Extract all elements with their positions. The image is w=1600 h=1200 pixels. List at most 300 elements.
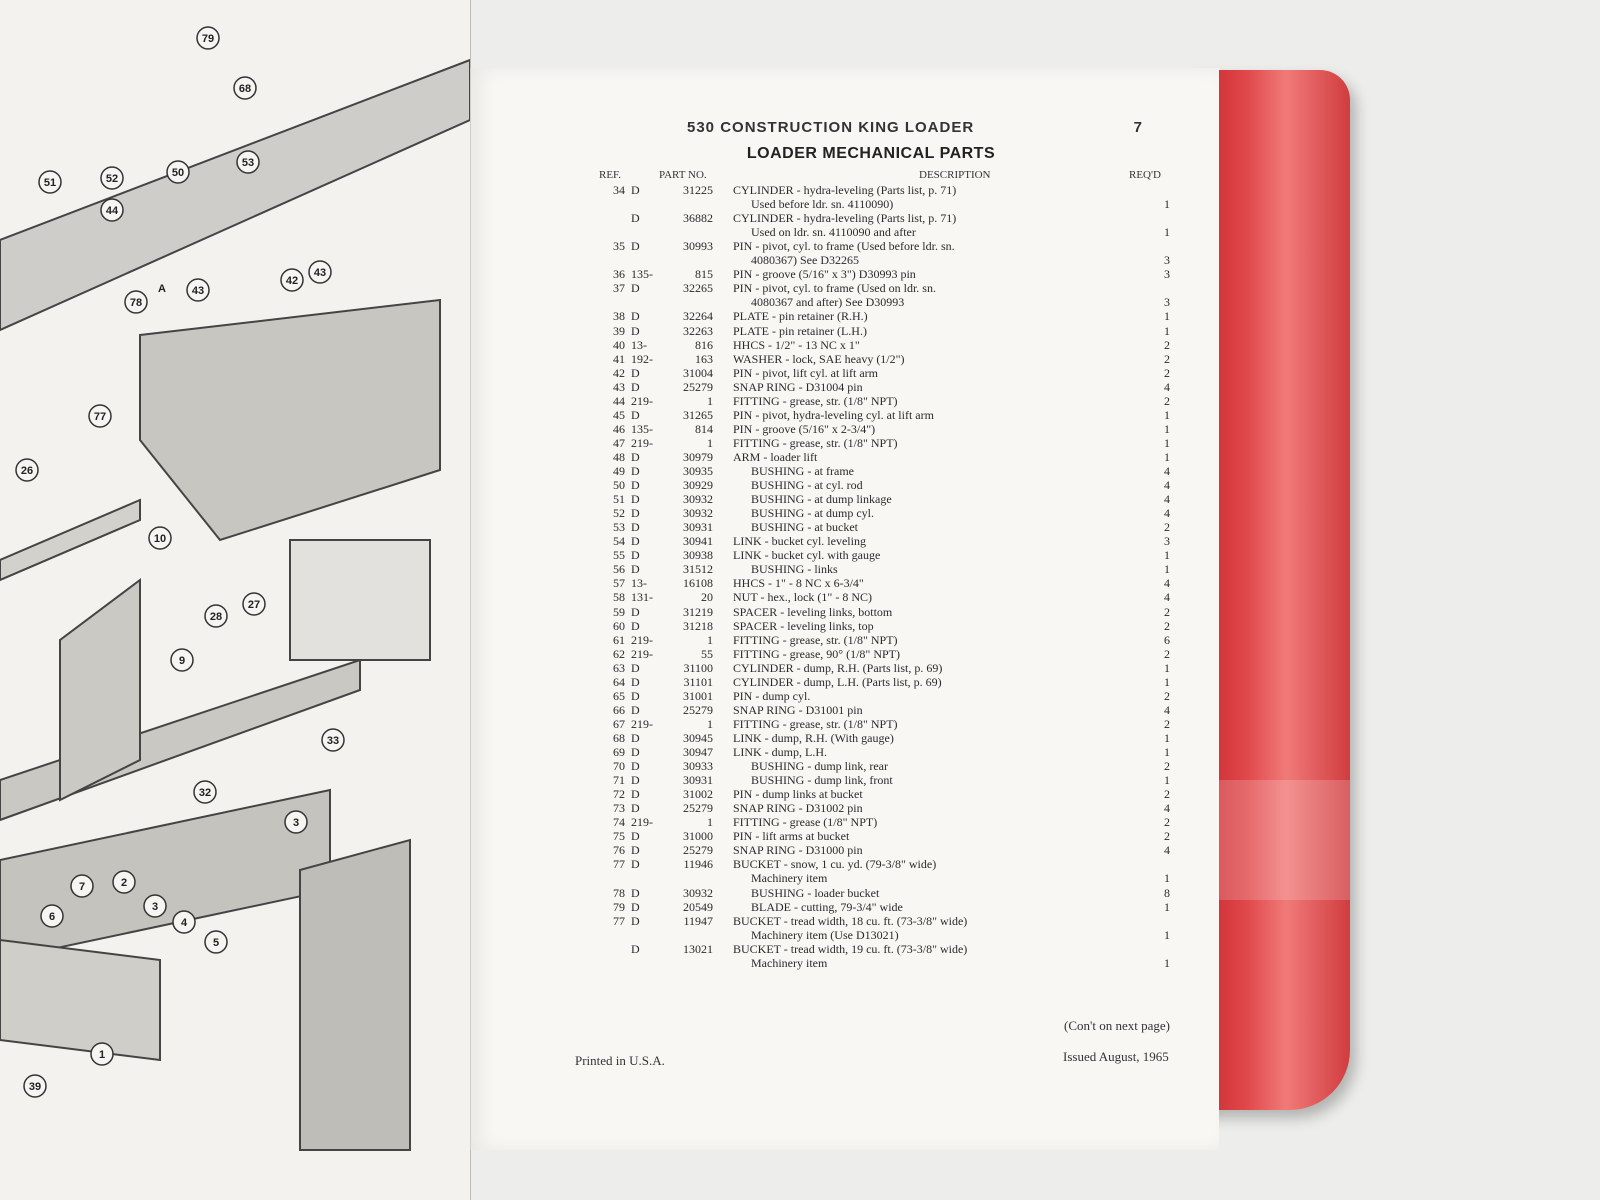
- description-cell: PIN - groove (5/16" x 2-3/4"): [733, 421, 876, 436]
- part-prefix-cell: D: [631, 885, 640, 900]
- callout-44: 44: [105, 205, 119, 217]
- table-row: [471, 900, 1219, 914]
- part-number-cell: 1: [707, 716, 713, 731]
- required-qty-cell: 4: [1164, 379, 1170, 394]
- table-row: [471, 197, 1219, 211]
- description-cell: FITTING - grease, str. (1/8" NPT): [733, 435, 898, 450]
- table-row: [471, 759, 1219, 773]
- description-cell: PIN - pivot, cyl. to frame (Used before ldr. sn.: [733, 239, 955, 254]
- required-qty-cell: 4: [1164, 576, 1170, 591]
- table-row: [471, 534, 1219, 548]
- callout-10: 10: [153, 533, 167, 545]
- callout-53: 53: [241, 157, 255, 169]
- part-number-cell: 30979: [683, 449, 713, 464]
- table-row: [471, 520, 1219, 534]
- ref-cell: 64: [613, 674, 625, 689]
- table-row: [471, 562, 1219, 576]
- part-number-cell: 30945: [683, 730, 713, 745]
- part-number-cell: 32264: [683, 309, 713, 324]
- ref-cell: 73: [613, 801, 625, 816]
- description-cell: SPACER - leveling links, top: [733, 618, 874, 633]
- table-row: [471, 380, 1219, 394]
- required-qty-cell: 2: [1164, 815, 1170, 830]
- required-qty-cell: 3: [1164, 267, 1170, 282]
- footer-issued: Issued August, 1965: [1063, 1049, 1169, 1064]
- part-prefix-cell: D: [631, 899, 640, 914]
- ref-cell: 56: [613, 562, 625, 577]
- table-row: [471, 633, 1219, 647]
- description-cell: PIN - pivot, cyl. to frame (Used on ldr. sn.: [733, 281, 936, 296]
- part-prefix-cell: D: [631, 449, 640, 464]
- description-cell: BUCKET - tread width, 18 cu. ft. (73-3/8" wide): [733, 913, 968, 928]
- table-row: [471, 267, 1219, 281]
- callout-9: 9: [178, 655, 186, 667]
- part-number-cell: 30932: [683, 492, 713, 507]
- table-row: [471, 703, 1219, 717]
- upright-frame: [300, 840, 410, 1150]
- required-qty-cell: 1: [1164, 421, 1170, 436]
- part-prefix-cell: 131-: [631, 590, 653, 605]
- description-cell: FITTING - grease (1/8" NPT): [733, 815, 878, 830]
- ref-cell: 51: [613, 492, 625, 507]
- part-prefix-cell: D: [631, 759, 640, 774]
- description-cell: BUSHING - at cyl. rod: [751, 478, 863, 493]
- table-row: [471, 450, 1219, 464]
- ref-cell: 40: [613, 337, 625, 352]
- part-number-cell: 31512: [683, 562, 713, 577]
- required-qty-cell: 1: [1164, 309, 1170, 324]
- table-row: [471, 886, 1219, 900]
- description-cell: BUSHING - loader bucket: [751, 885, 880, 900]
- table-row: [471, 675, 1219, 689]
- ref-cell: 38: [613, 309, 625, 324]
- table-row: [471, 619, 1219, 633]
- description-cell: FITTING - grease, str. (1/8" NPT): [733, 632, 898, 647]
- part-number-cell: 30929: [683, 478, 713, 493]
- ref-cell: 67: [613, 716, 625, 731]
- description-cell: LINK - dump, R.H. (With gauge): [733, 730, 894, 745]
- required-qty-cell: 1: [1164, 899, 1170, 914]
- part-number-cell: 31219: [683, 604, 713, 619]
- bucket-shape: [140, 300, 440, 540]
- description-cell: SNAP RING - D31004 pin: [733, 379, 863, 394]
- part-prefix-cell: D: [631, 183, 640, 197]
- part-number-cell: 30993: [683, 239, 713, 254]
- part-number-cell: 814: [695, 421, 713, 436]
- part-number-cell: 31000: [683, 829, 713, 844]
- table-row: [471, 928, 1219, 942]
- part-number-cell: 20: [701, 590, 713, 605]
- part-prefix-cell: 135-: [631, 267, 653, 282]
- part-number-cell: 36882: [683, 211, 713, 226]
- required-qty-cell: 8: [1164, 885, 1170, 900]
- table-row: [471, 464, 1219, 478]
- part-number-cell: 55: [701, 646, 713, 661]
- description-cell: 4080367) See D32265: [751, 253, 859, 268]
- part-prefix-cell: D: [631, 730, 640, 745]
- part-prefix-cell: D: [631, 239, 640, 254]
- description-cell: CYLINDER - dump, R.H. (Parts list, p. 69): [733, 660, 943, 675]
- required-qty-cell: 2: [1164, 716, 1170, 731]
- required-qty-cell: 1: [1164, 871, 1170, 886]
- part-prefix-cell: 192-: [631, 351, 653, 366]
- table-row: [471, 492, 1219, 506]
- required-qty-cell: 1: [1164, 435, 1170, 450]
- ref-cell: 62: [613, 646, 625, 661]
- required-qty-cell: 4: [1164, 506, 1170, 521]
- callout-43b: 43: [191, 285, 205, 297]
- required-qty-cell: 1: [1164, 225, 1170, 240]
- part-number-cell: 25279: [683, 843, 713, 858]
- required-qty-cell: 4: [1164, 843, 1170, 858]
- callout-52: 52: [105, 173, 119, 185]
- part-prefix-cell: D: [631, 913, 640, 928]
- required-qty-cell: 2: [1164, 787, 1170, 802]
- description-cell: PIN - dump links at bucket: [733, 787, 863, 802]
- part-number-cell: 31100: [683, 660, 713, 675]
- ref-cell: 46: [613, 421, 625, 436]
- table-row: [471, 914, 1219, 928]
- table-row: [471, 478, 1219, 492]
- description-cell: Machinery item: [751, 871, 828, 886]
- table-row: [471, 661, 1219, 675]
- required-qty-cell: 3: [1164, 534, 1170, 549]
- callout-5: 5: [212, 937, 220, 949]
- table-row: [471, 225, 1219, 239]
- table-row: [471, 309, 1219, 323]
- required-qty-cell: 4: [1164, 478, 1170, 493]
- callout-78: 78: [129, 297, 143, 309]
- required-qty-cell: 4: [1164, 464, 1170, 478]
- description-cell: PIN - pivot, hydra-leveling cyl. at lift arm: [733, 407, 934, 422]
- description-cell: 4080367 and after) See D30993: [751, 295, 905, 310]
- part-prefix-cell: D: [631, 211, 640, 226]
- description-cell: PLATE - pin retainer (R.H.): [733, 309, 868, 324]
- part-prefix-cell: D: [631, 492, 640, 507]
- ref-cell: 77: [613, 857, 625, 872]
- part-number-cell: 32263: [683, 323, 713, 338]
- table-row: [471, 295, 1219, 309]
- ref-cell: 69: [613, 745, 625, 759]
- part-prefix-cell: D: [631, 478, 640, 493]
- part-number-cell: 30931: [683, 520, 713, 535]
- required-qty-cell: 6: [1164, 632, 1170, 647]
- ref-cell: 70: [613, 759, 625, 774]
- ref-cell: 55: [613, 548, 625, 563]
- part-prefix-cell: 219-: [631, 646, 653, 661]
- table-row: [471, 253, 1219, 267]
- required-qty-cell: 1: [1164, 730, 1170, 745]
- table-row: [471, 857, 1219, 871]
- part-number-cell: 32265: [683, 281, 713, 296]
- table-row: [471, 871, 1219, 885]
- part-number-cell: 31218: [683, 618, 713, 633]
- column-header-description: DESCRIPTION: [919, 169, 991, 181]
- part-prefix-cell: 13-: [631, 337, 647, 352]
- left-page-exploded-diagram: [0, 0, 471, 1200]
- part-prefix-cell: D: [631, 941, 640, 956]
- description-cell: CYLINDER - hydra-leveling (Parts list, p. 71): [733, 183, 957, 197]
- description-cell: CYLINDER - hydra-leveling (Parts list, p. 71): [733, 211, 957, 226]
- description-cell: HHCS - 1/2" - 13 NC x 1": [733, 337, 860, 352]
- column-header-reqd: REQ'D: [1129, 169, 1161, 181]
- required-qty-cell: 2: [1164, 337, 1170, 352]
- required-qty-cell: 4: [1164, 801, 1170, 816]
- part-number-cell: 30932: [683, 506, 713, 521]
- description-cell: FITTING - grease, 90° (1/8" NPT): [733, 646, 900, 661]
- callout-79: 79: [201, 33, 215, 45]
- required-qty-cell: 1: [1164, 927, 1170, 942]
- ref-cell: 37: [613, 281, 625, 296]
- ref-cell: 47: [613, 435, 625, 450]
- description-cell: SNAP RING - D31002 pin: [733, 801, 863, 816]
- ref-cell: 76: [613, 843, 625, 858]
- ref-cell: 60: [613, 618, 625, 633]
- table-row: [471, 843, 1219, 857]
- table-row: [471, 366, 1219, 380]
- lift-arm-top: [0, 60, 470, 330]
- ref-cell: 66: [613, 702, 625, 717]
- callout-3: 3: [292, 817, 300, 829]
- footer-printed: Printed in U.S.A.: [575, 1053, 665, 1068]
- ref-cell: 42: [613, 365, 625, 380]
- page-title: LOADER MECHANICAL PARTS: [746, 145, 996, 162]
- required-qty-cell: 4: [1164, 492, 1170, 507]
- part-number-cell: 30932: [683, 885, 713, 900]
- ref-cell: 48: [613, 449, 625, 464]
- table-row: [471, 548, 1219, 562]
- callout-39: 39: [28, 1081, 42, 1093]
- ref-cell: 54: [613, 534, 625, 549]
- required-qty-cell: 2: [1164, 604, 1170, 619]
- part-prefix-cell: 219-: [631, 815, 653, 830]
- part-number-cell: 1: [707, 393, 713, 408]
- description-cell: SNAP RING - D31001 pin: [733, 702, 863, 717]
- part-prefix-cell: D: [631, 309, 640, 324]
- part-number-cell: 1: [707, 632, 713, 647]
- ref-cell: 57: [613, 576, 625, 591]
- ref-cell: 63: [613, 660, 625, 675]
- part-prefix-cell: D: [631, 534, 640, 549]
- ref-cell: 53: [613, 520, 625, 535]
- part-number-cell: 30931: [683, 773, 713, 788]
- required-qty-cell: 4: [1164, 702, 1170, 717]
- description-cell: FITTING - grease, str. (1/8" NPT): [733, 716, 898, 731]
- ref-cell: 74: [613, 815, 625, 830]
- description-cell: BUSHING - dump link, rear: [751, 759, 888, 774]
- part-number-cell: 30947: [683, 745, 713, 759]
- required-qty-cell: 4: [1164, 590, 1170, 605]
- part-prefix-cell: D: [631, 829, 640, 844]
- part-prefix-cell: D: [631, 702, 640, 717]
- part-number-cell: 31002: [683, 787, 713, 802]
- callout-77: 77: [93, 411, 107, 423]
- column-header-ref: REF.: [599, 169, 622, 181]
- part-number-cell: 11947: [683, 913, 713, 928]
- callout-6: 6: [48, 911, 56, 923]
- part-prefix-cell: D: [631, 787, 640, 802]
- ref-cell: 43: [613, 379, 625, 394]
- description-cell: LINK - bucket cyl. with gauge: [733, 548, 881, 563]
- description-cell: PIN - dump cyl.: [733, 688, 811, 703]
- page-header: [687, 119, 1143, 136]
- part-number-cell: 30941: [683, 534, 713, 549]
- ref-cell: 71: [613, 773, 625, 788]
- required-qty-cell: 1: [1164, 197, 1170, 212]
- table-row: [471, 324, 1219, 338]
- part-prefix-cell: D: [631, 407, 640, 422]
- description-cell: PIN - groove (5/16" x 3") D30993 pin: [733, 267, 916, 282]
- ref-cell: 52: [613, 506, 625, 521]
- part-prefix-cell: D: [631, 562, 640, 577]
- required-qty-cell: 1: [1164, 562, 1170, 577]
- part-number-cell: 30933: [683, 759, 713, 774]
- description-cell: WASHER - lock, SAE heavy (1/2"): [733, 351, 905, 366]
- required-qty-cell: 2: [1164, 520, 1170, 535]
- ref-cell: 50: [613, 478, 625, 493]
- part-number-cell: 25279: [683, 801, 713, 816]
- ref-cell: 41: [613, 351, 625, 366]
- part-number-cell: 815: [695, 267, 713, 282]
- table-row: [471, 394, 1219, 408]
- part-number-cell: 31265: [683, 407, 713, 422]
- description-cell: PLATE - pin retainer (L.H.): [733, 323, 867, 338]
- ref-cell: 36: [613, 267, 625, 282]
- required-qty-cell: 3: [1164, 253, 1170, 268]
- description-cell: BUCKET - tread width, 19 cu. ft. (73-3/8" wide): [733, 941, 968, 956]
- table-row: [471, 787, 1219, 801]
- part-number-cell: 1: [707, 435, 713, 450]
- required-qty-cell: 1: [1164, 660, 1170, 675]
- required-qty-cell: 1: [1164, 955, 1170, 970]
- lower-frame: [0, 940, 160, 1060]
- required-qty-cell: 2: [1164, 688, 1170, 703]
- ref-cell: 68: [613, 730, 625, 745]
- description-cell: ARM - loader lift: [733, 449, 818, 464]
- ref-cell: 59: [613, 604, 625, 619]
- table-row: [471, 801, 1219, 815]
- description-cell: Machinery item: [751, 955, 828, 970]
- required-qty-cell: 2: [1164, 646, 1170, 661]
- part-prefix-cell: D: [631, 506, 640, 521]
- part-prefix-cell: 219-: [631, 393, 653, 408]
- part-prefix-cell: 13-: [631, 576, 647, 591]
- ref-cell: 49: [613, 464, 625, 478]
- callout-43: 43: [313, 267, 327, 279]
- callout-7: 7: [78, 881, 86, 893]
- table-row: [471, 590, 1219, 604]
- part-prefix-cell: D: [631, 618, 640, 633]
- inset-box: [290, 540, 430, 660]
- ref-cell: 35: [613, 239, 625, 254]
- column-header-part-no: PART NO.: [659, 169, 707, 181]
- callout-32: 32: [198, 787, 212, 799]
- part-prefix-cell: D: [631, 660, 640, 675]
- part-number-cell: 11946: [683, 857, 713, 872]
- ref-cell: 77: [613, 913, 625, 928]
- table-row: [471, 183, 1219, 197]
- callout-a: A: [158, 283, 166, 295]
- page-number: 7: [1133, 119, 1143, 136]
- part-prefix-cell: D: [631, 773, 640, 788]
- ref-cell: 65: [613, 688, 625, 703]
- description-cell: SNAP RING - D31000 pin: [733, 843, 863, 858]
- required-qty-cell: 2: [1164, 365, 1170, 380]
- table-row: [471, 338, 1219, 352]
- part-number-cell: 31004: [683, 365, 713, 380]
- required-qty-cell: 2: [1164, 351, 1170, 366]
- part-number-cell: 16108: [683, 576, 713, 591]
- description-cell: SPACER - leveling links, bottom: [733, 604, 893, 619]
- ref-cell: 44: [613, 393, 625, 408]
- description-cell: BUSHING - at frame: [751, 464, 854, 478]
- part-prefix-cell: D: [631, 323, 640, 338]
- part-prefix-cell: 135-: [631, 421, 653, 436]
- part-prefix-cell: D: [631, 365, 640, 380]
- table-row: [471, 211, 1219, 225]
- ref-cell: 45: [613, 407, 625, 422]
- required-qty-cell: 3: [1164, 295, 1170, 310]
- rod-part: [0, 500, 140, 580]
- table-row: [471, 506, 1219, 520]
- description-cell: BUSHING - at bucket: [751, 520, 858, 535]
- part-prefix-cell: D: [631, 857, 640, 872]
- part-number-cell: 25279: [683, 379, 713, 394]
- callout-1: 1: [98, 1049, 106, 1061]
- part-prefix-cell: D: [631, 745, 640, 759]
- description-cell: PIN - pivot, lift cyl. at lift arm: [733, 365, 878, 380]
- part-prefix-cell: D: [631, 674, 640, 689]
- ref-cell: 58: [613, 590, 625, 605]
- ref-cell: 79: [613, 899, 625, 914]
- part-prefix-cell: D: [631, 520, 640, 535]
- table-row: [471, 647, 1219, 661]
- required-qty-cell: 2: [1164, 618, 1170, 633]
- required-qty-cell: 1: [1164, 773, 1170, 788]
- callout-3b: 3: [151, 901, 159, 913]
- required-qty-cell: 2: [1164, 393, 1170, 408]
- part-number-cell: 13021: [683, 941, 713, 956]
- description-cell: NUT - hex., lock (1" - 8 NC): [733, 590, 872, 605]
- required-qty-cell: 1: [1164, 674, 1170, 689]
- callout-26: 26: [20, 465, 34, 477]
- description-cell: HHCS - 1" - 8 NC x 6-3/4": [733, 576, 864, 591]
- description-cell: Machinery item (Use D13021): [751, 927, 899, 942]
- required-qty-cell: 1: [1164, 323, 1170, 338]
- ref-cell: 34: [613, 183, 625, 197]
- description-cell: BUSHING - links: [751, 562, 838, 577]
- description-cell: BLADE - cutting, 79-3/4" wide: [751, 899, 903, 914]
- part-number-cell: 30935: [683, 464, 713, 478]
- part-prefix-cell: 219-: [631, 435, 653, 450]
- part-prefix-cell: D: [631, 688, 640, 703]
- table-row: [471, 717, 1219, 731]
- description-cell: BUCKET - snow, 1 cu. yd. (79-3/8" wide): [733, 857, 937, 872]
- ref-cell: 78: [613, 885, 625, 900]
- part-prefix-cell: D: [631, 548, 640, 563]
- callout-51: 51: [43, 177, 57, 189]
- required-qty-cell: 1: [1164, 449, 1170, 464]
- callout-28: 28: [209, 611, 223, 623]
- table-row: [471, 773, 1219, 787]
- required-qty-cell: 1: [1164, 407, 1170, 422]
- required-qty-cell: 1: [1164, 548, 1170, 563]
- part-number-cell: 30938: [683, 548, 713, 563]
- exploded-parts-diagram: [0, 0, 470, 1200]
- part-prefix-cell: D: [631, 379, 640, 394]
- table-row: [471, 956, 1219, 970]
- table-row: [471, 829, 1219, 843]
